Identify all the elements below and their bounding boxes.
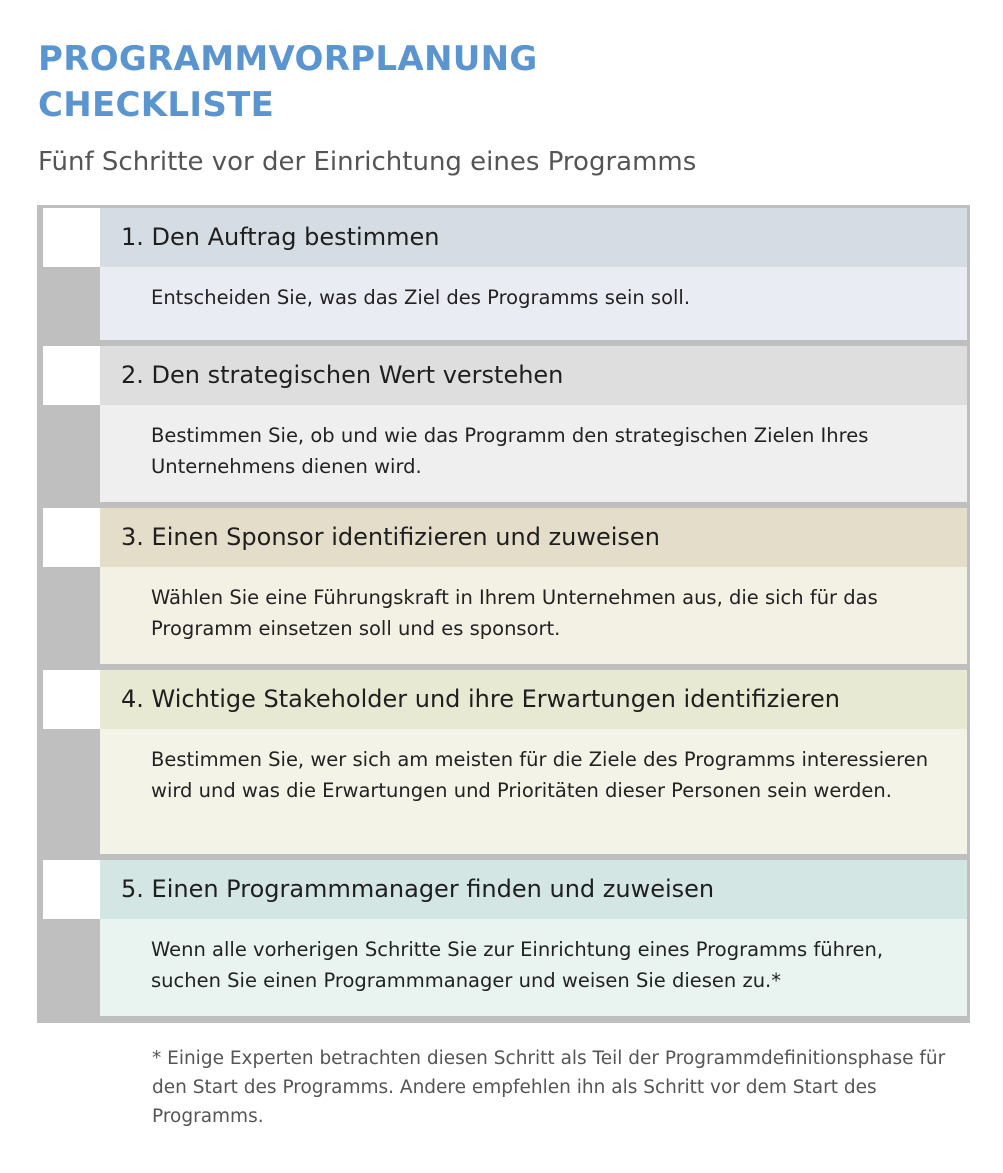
footnote: * Einige Experten betrachten diesen Schritt als Teil der Programmdefinitionsphase für den Start des Programms. Andere empfehlen ihn als Schritt vor dem Start des Programms. [152, 1048, 946, 1127]
step-5-description: Wenn alle vorherigen Schritte Sie zur Einrichtung eines Programms führen, suchen Sie einen Programmmanager und weisen Sie diesen zu.* [100, 919, 967, 1016]
page-subtitle: Fünf Schritte vor der Einrichtung eines Programms [38, 147, 697, 177]
page-title [38, 36, 538, 128]
checklist-item-3 [37, 505, 970, 667]
checkbox-step-4[interactable] [43, 670, 100, 729]
step-5-title: 5. Einen Programmmanager finden und zuweisen [100, 860, 967, 919]
step-2-title: 2. Den strategischen Wert verstehen [100, 346, 967, 405]
checklist-item-1 [37, 205, 970, 343]
checklist-item-5 [37, 857, 970, 1023]
checkbox-step-2[interactable] [43, 346, 100, 405]
step-1-description: Entscheiden Sie, was das Ziel des Programms sein soll. [100, 267, 967, 340]
step-1-title: 1. Den Auftrag bestimmen [100, 208, 967, 267]
checklist-item-2 [37, 343, 970, 505]
step-3-description: Wählen Sie eine Führungskraft in Ihrem Unternehmen aus, die sich für das Programm einsetzen soll und es sponsort. [100, 567, 967, 664]
checkbox-step-3[interactable] [43, 508, 100, 567]
step-3-title: 3. Einen Sponsor identifizieren und zuweisen [100, 508, 967, 567]
checklist-table [37, 205, 970, 1023]
step-4-description: Bestimmen Sie, wer sich am meisten für die Ziele des Programms interessieren wird und was die Erwartungen und Prioritäten dieser Personen sein werden. [100, 729, 967, 854]
checklist-item-4 [37, 667, 970, 857]
page-title-line-2: CHECKLISTE [38, 85, 275, 125]
checkbox-step-5[interactable] [43, 860, 100, 919]
step-2-description: Bestimmen Sie, ob und wie das Programm den strategischen Zielen Ihres Unternehmens dienen wird. [100, 405, 967, 502]
page-title-line-1: PROGRAMMVORPLANUNG [38, 39, 538, 79]
checkbox-step-1[interactable] [43, 208, 100, 267]
step-4-title: 4. Wichtige Stakeholder und ihre Erwartungen identifizieren [100, 670, 967, 729]
